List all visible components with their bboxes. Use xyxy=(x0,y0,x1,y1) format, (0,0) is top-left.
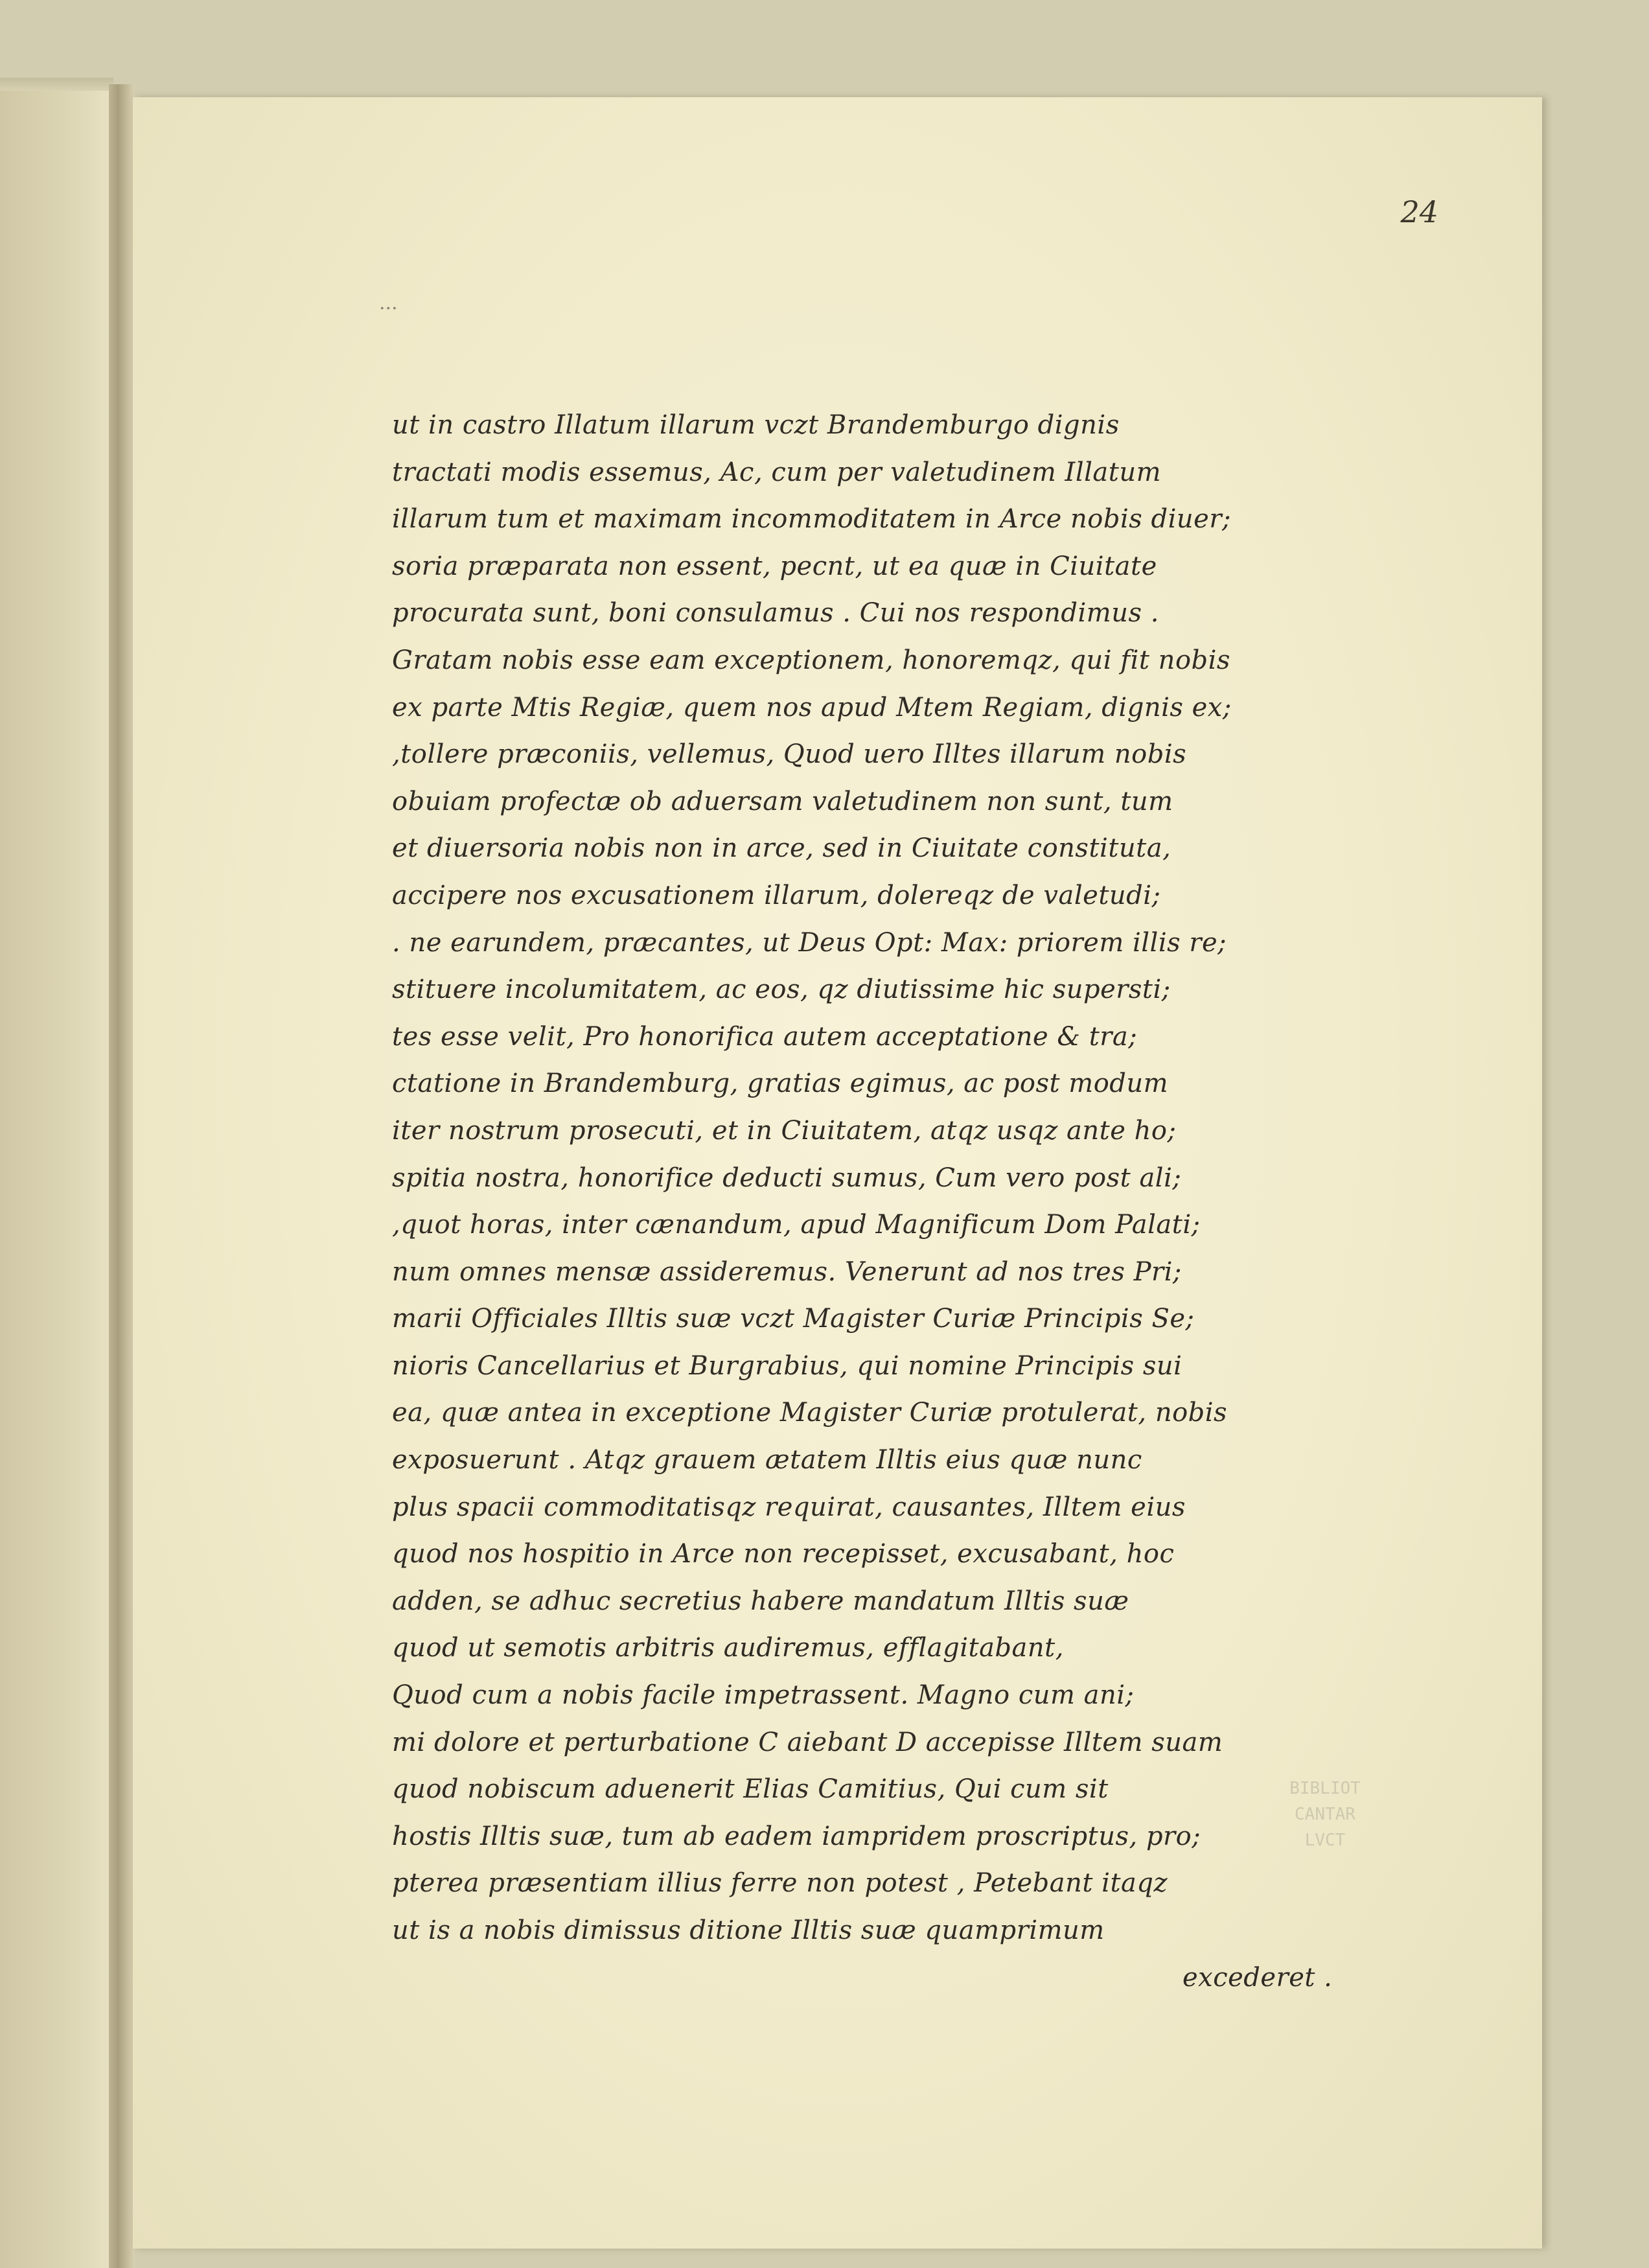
text-line: illarum tum et maximam incommoditatem in Arce nobis diuer; xyxy=(392,504,1231,535)
text-line: stituere incolumitatem, ac eos, qz diutissime hic supersti; xyxy=(392,975,1171,1005)
text-line: hostis Illtis suæ, tum ab eadem iampridem proscriptus, pro; xyxy=(392,1821,1201,1851)
text-line: ,tollere præconiis, vellemus, Quod uero Illtes illarum nobis xyxy=(392,739,1187,770)
text-line: quod ut semotis arbitris audiremus, efflagitabant, xyxy=(392,1633,1064,1663)
ink-dots: ... xyxy=(379,292,398,314)
text-line: pterea præsentiam illius ferre non potest , Petebant itaqz xyxy=(392,1868,1168,1899)
text-line: num omnes mensæ assideremus. Venerunt ad nos tres Pri; xyxy=(392,1256,1182,1287)
stamp-line: CANTAR xyxy=(1295,1805,1355,1824)
text-line: marii Officiales Illtis suæ vczt Magister Curiæ Principis Se; xyxy=(392,1304,1195,1334)
text-line: nioris Cancellarius et Burgrabius, qui nomine Principis sui xyxy=(392,1350,1182,1381)
library-stamp xyxy=(1270,1776,1380,1873)
text-line: iter nostrum prosecuti, et in Ciuitatem, atqz usqz ante ho; xyxy=(392,1115,1177,1146)
stamp-line: BIBLIOT xyxy=(1289,1779,1361,1798)
text-line-catchword: excederet . xyxy=(1182,1962,1333,1993)
text-line: plus spacii commoditatisqz requirat, causantes, Illtem eius xyxy=(392,1492,1186,1522)
text-line: mi dolore et perturbatione C aiebant D accepisse Illtem suam xyxy=(392,1727,1223,1757)
stamp-line: LVCT xyxy=(1304,1831,1346,1850)
text-line: ,quot horas, inter cænandum, apud Magnificum Dom Palati; xyxy=(392,1210,1201,1240)
book-gutter xyxy=(109,84,135,2268)
manuscript-page xyxy=(133,97,1542,2249)
text-line: Quod cum a nobis facile impetrassent. Magno cum ani; xyxy=(392,1680,1135,1711)
text-line: et diuersoria nobis non in arce, sed in Ciuitate constituta, xyxy=(392,833,1171,864)
text-line: ex parte Mtis Regiæ, quem nos apud Mtem Regiam, dignis ex; xyxy=(392,692,1232,723)
text-line: quod nobiscum aduenerit Elias Camitius, Qui cum sit xyxy=(392,1774,1109,1805)
text-line: obuiam profectæ ob aduersam valetudinem non sunt, tum xyxy=(392,786,1173,816)
text-line: tractati modis essemus, Ac, cum per valetudinem Illatum xyxy=(392,457,1162,487)
text-line: soria præparata non essent, pecnt, ut ea quæ in Ciuitate xyxy=(392,551,1157,581)
text-line: exposuerunt . Atqz grauem ætatem Illtis eius quæ nunc xyxy=(392,1445,1142,1475)
manuscript-text xyxy=(392,402,1442,2001)
page-number: 24 xyxy=(1400,194,1438,229)
text-line: ctatione in Brandemburg, gratias egimus, ac post modum xyxy=(392,1069,1169,1099)
text-line: ea, quæ antea in exceptione Magister Curiæ protulerat, nobis xyxy=(392,1398,1228,1428)
text-line: procurata sunt, boni consulamus . Cui nos respondimus . xyxy=(392,598,1159,629)
text-line: . ne earundem, præcantes, ut Deus Opt: Max: priorem illis re; xyxy=(392,927,1227,958)
text-line: spitia nostra, honorifice deducti sumus, Cum vero post ali; xyxy=(392,1163,1182,1193)
text-line: Gratam nobis esse eam exceptionem, honoremqz, qui fit nobis xyxy=(392,645,1230,675)
text-line: quod nos hospitio in Arce non recepisset, excusabant, hoc xyxy=(392,1539,1175,1569)
left-page xyxy=(0,91,117,2268)
text-line: ut in castro Illatum illarum vczt Brandemburgo dignis xyxy=(392,410,1120,440)
left-page-edge xyxy=(0,78,113,91)
text-line: adden, se adhuc secretius habere mandatum Illtis suæ xyxy=(392,1586,1129,1616)
text-line: accipere nos excusationem illarum, dolereqz de valetudi; xyxy=(392,880,1161,910)
text-line: ut is a nobis dimissus ditione Illtis suæ quamprimum xyxy=(392,1915,1105,1945)
text-line: tes esse velit, Pro honorifica autem acceptatione & tra; xyxy=(392,1021,1138,1052)
